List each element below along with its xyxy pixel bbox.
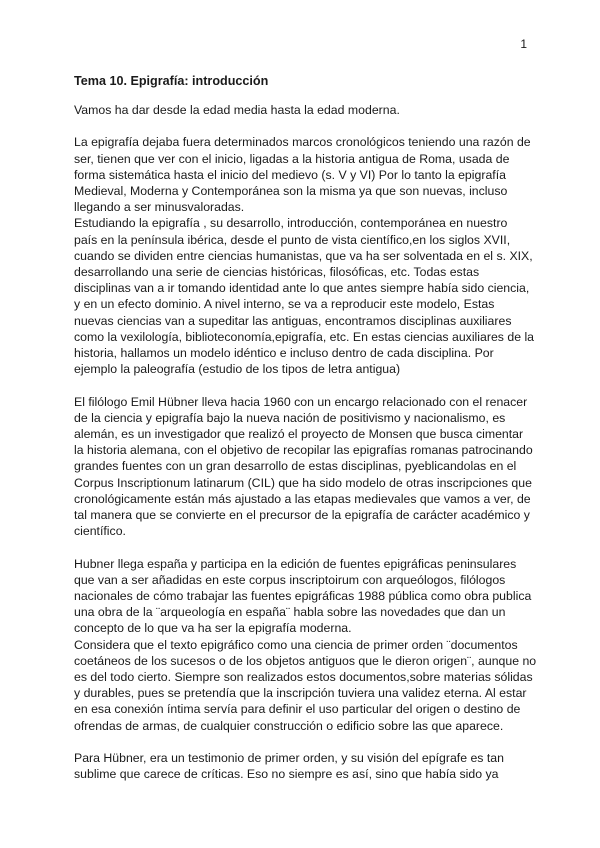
paragraph-epigrafia-cronologia xyxy=(74,134,534,377)
paragraph-intro xyxy=(74,102,534,118)
text-line: nuevas ciencias van a supeditar las antiguas, encontramos disciplinas auxiliares xyxy=(74,313,512,328)
text-line: La epigrafía dejaba fuera determinados marcos cronológicos teniendo una razón de xyxy=(74,135,531,150)
text-line: ser, tienen que ver con el inicio, ligadas a la historia antigua de Roma, usada de xyxy=(74,151,510,166)
text-line: país en la península ibérica, desde el punto de vista científico,en los siglos XVII, xyxy=(74,232,511,247)
text-line: sublime que carece de críticas. Eso no siempre es así, sino que había sido ya xyxy=(74,767,499,782)
text-line: como la vexilología, biblioteconomía,epigrafía, etc. En estas ciencias auxiliares de la xyxy=(74,329,535,344)
text-line: disciplinas van a ir tomando identidad ante lo que antes siempre había sido ciencia, xyxy=(74,281,530,296)
text-line: grandes fuentes con un gran desarrollo de estas disciplinas, pyeblicandolas en el xyxy=(74,459,517,474)
paragraph-hubner-espana xyxy=(74,556,537,734)
text-line: forma sistemática hasta el inicio del medievo (s. V y VI) Por lo tanto la epigrafía xyxy=(74,167,506,182)
text-line: es del todo cierto. Siempre son realizados estos documentos,sobre materias sólidas xyxy=(74,670,533,685)
paragraph-gap xyxy=(74,377,534,393)
text-line: de la ciencia y epigrafía bajo la nueva nación de positivismo y nacionalismo, es xyxy=(74,410,506,425)
document-body xyxy=(74,73,537,782)
text-line: Hubner llega españa y participa en la edición de fuentes epigráficas peninsulares xyxy=(74,556,517,571)
text-line: Para Hübner, era un testimonio de primer orden, y su visión del epígrafe es tan xyxy=(74,751,504,766)
text-line: y durables, pues se pretendía que la inscripción tuviera una validez eterna. Al estar xyxy=(74,686,527,701)
text-line: en esa conexión íntima servía para definir el uso particular del origen o destino de xyxy=(74,702,521,717)
text-line: desarrollando una serie de ciencias históricas, filosóficas, etc. Todas estas xyxy=(74,265,480,280)
text-line: Medieval, Moderna y Contemporánea son la misma ya que son nuevas, incluso xyxy=(74,184,508,198)
text-line: Vamos ha dar desde la edad media hasta la edad moderna. xyxy=(74,103,400,117)
paragraph-gap xyxy=(74,539,534,555)
text-line: concepto de lo que va ha ser la epigrafía moderna. xyxy=(74,621,352,636)
text-line: tal manera que se convierte en el precursor de la epigrafía de carácter académico y xyxy=(74,508,530,523)
text-line: coetáneos de los sucesos o de los objetos antiguos que le dieron origen¨, aunque no xyxy=(74,653,537,668)
text-line: ofrendas de armas, de cualquier construcción o edificio sobre las que aparece. xyxy=(74,718,504,733)
text-line: nacionales de cómo trabajar las fuentes epigráficas 1988 pública como obra publica xyxy=(74,589,532,604)
paragraph-hubner-intro xyxy=(74,394,534,540)
text-line: científico. xyxy=(74,524,126,539)
text-line: historia, hallamos un modelo idéntico e incluso dentro de cada disciplina. Por xyxy=(74,346,494,361)
text-line: Corpus Inscriptionum latinarum (CIL) que ha sido modelo de otras inscripciones que xyxy=(74,475,532,490)
page-number: 1 xyxy=(520,37,527,51)
text-line: que van a ser añadidas en este corpus inscriptoirum con arqueólogos, filólogos xyxy=(74,572,506,587)
text-line: la historia alemana, con el objetivo de recopilar las epigrafías romanas patrocinando xyxy=(74,443,533,458)
document-title: Tema 10. Epigrafía: introducción xyxy=(74,74,269,88)
text-line: cuando se dividen entre ciencias humanistas, que va ha ser solventada en el s. XIX, xyxy=(74,248,533,263)
text-line: Considera que el texto epigráfico como una ciencia de primer orden ¨documentos xyxy=(74,637,518,652)
text-line: una obra de la ¨arqueología en españa¨ habla sobre las novedades que dan un xyxy=(74,605,506,620)
text-line: llegando a ser minusvaloradas. xyxy=(74,200,245,215)
paragraph-gap xyxy=(74,118,534,134)
text-line: y en un efecto dominio. A nivel interno, se va a reproducir este modelo, Estas xyxy=(74,297,495,312)
paragraph-hubner-testimonio xyxy=(74,750,534,782)
text-line: ejemplo la paleografía (estudio de los tipos de letra antigua) xyxy=(74,362,401,377)
text-line: alemán, es un investigador que realizó el proyecto de Monsen que busca cimentar xyxy=(74,427,524,442)
text-line: El filólogo Emil Hübner lleva hacia 1960 con un encargo relacionado con el renacer xyxy=(74,394,528,409)
text-line: Estudiando la epigrafía , su desarrollo, introducción, contemporánea en nuestro xyxy=(74,216,508,231)
paragraph-gap xyxy=(74,734,534,750)
text-line: cronológicamente están más ajustado a las etapas medievales que vamos a ver, de xyxy=(74,491,531,506)
